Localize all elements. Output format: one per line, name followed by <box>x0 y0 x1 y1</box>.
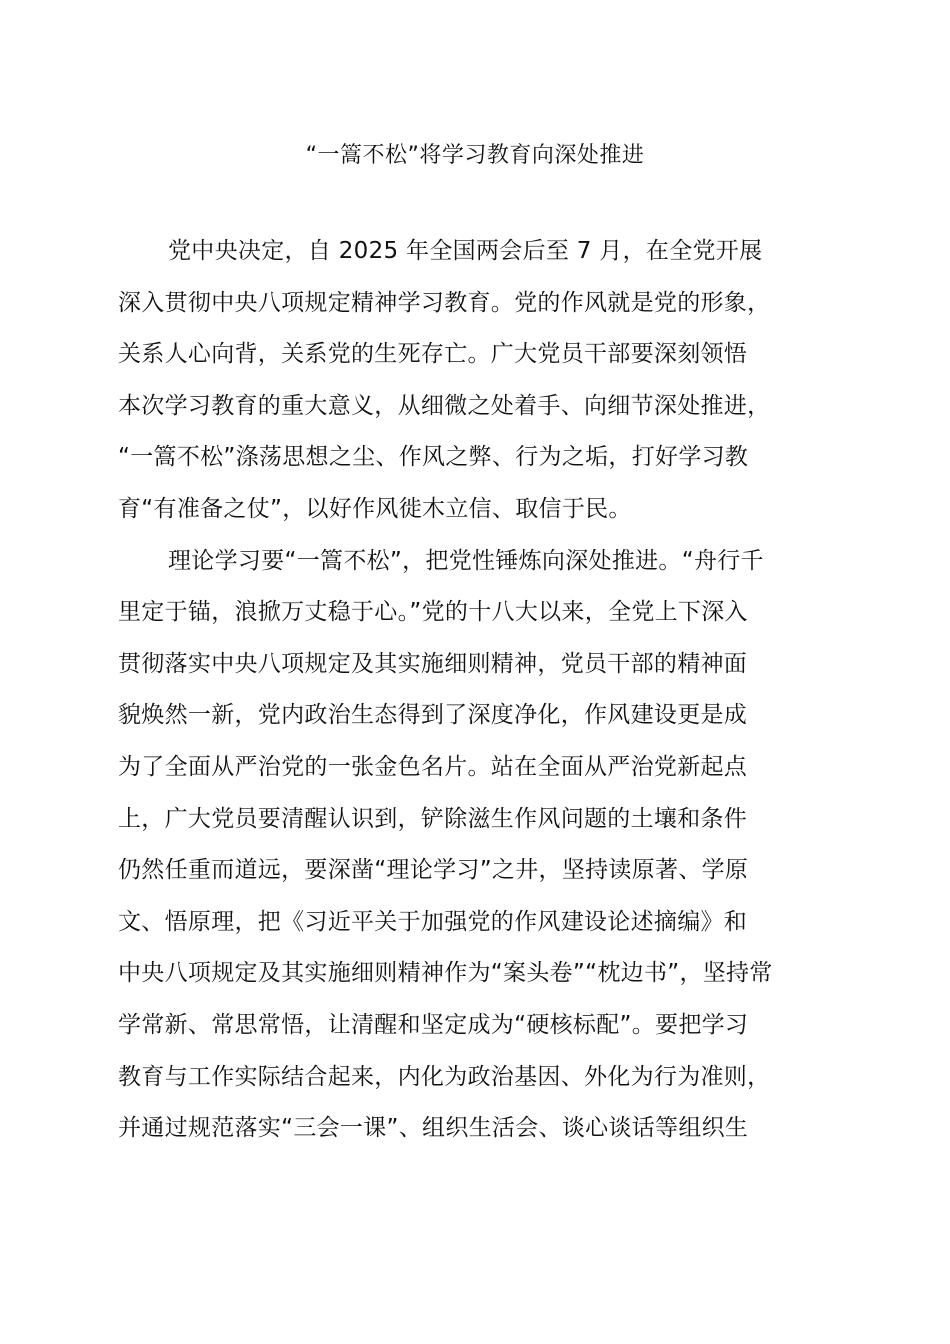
paragraph-line: 貌焕然一新，党内政治生态得到了深度净化，作风建设更是成 <box>118 702 748 729</box>
paragraph-line: 为了全面从严治党的一张金色名片。站在全面从严治党新起点 <box>118 753 748 780</box>
document-title: “一篙不松”将学习教育向深处推进 <box>305 143 645 168</box>
document-body <box>118 233 838 1162</box>
paragraph-line: 深入贯彻中央八项规定精神学习教育。党的作风就是党的形象， <box>118 289 771 316</box>
paragraph-line: 上，广大党员要清醒认识到，铲除滋生作风问题的土壤和条件 <box>118 805 748 832</box>
paragraph-line: 本次学习教育的重大意义，从细微之处着手、向细节深处推进， <box>118 392 771 419</box>
paragraph-line: “一篙不松”涤荡思想之尘、作风之弊、行为之垢，打好学习教 <box>118 444 749 471</box>
paragraph-line: 仍然任重而道远，要深凿“理论学习”之井，坚持读原著、学原 <box>118 857 749 884</box>
paragraph-2 <box>118 543 838 1162</box>
paragraph-line: 中央八项规定及其实施细则精神作为“案头卷”“枕边书”，坚持常 <box>118 960 773 987</box>
paragraph-line: 里定于锚，浪掀万丈稳于心。”党的十八大以来，全党上下深入 <box>118 599 748 626</box>
paragraph-line: 贯彻落实中央八项规定及其实施细则精神，党员干部的精神面 <box>118 650 748 677</box>
paragraph-line: 党中央决定，自 2025 年全国两会后至 7 月，在全党开展 <box>168 238 763 264</box>
paragraph-line: 学常新、常思常悟，让清醒和坚定成为“硬核标配”。要把学习 <box>118 1011 749 1038</box>
paragraph-line: 并通过规范落实“三会一课”、组织生活会、谈心谈话等组织生 <box>118 1115 749 1142</box>
paragraph-1 <box>118 233 838 543</box>
paragraph-line: 理论学习要“一篙不松”，把党性锤炼向深处推进。“舟行千 <box>168 547 764 574</box>
paragraph-line: 文、悟原理，把《习近平关于加强党的作风建设论述摘编》和 <box>118 908 748 935</box>
paragraph-line: 教育与工作实际结合起来，内化为政治基因、外化为行为准则， <box>118 1063 771 1090</box>
paragraph-line: 关系人心向背，关系党的生死存亡。广大党员干部要深刻领悟 <box>118 341 748 368</box>
paragraph-line: 育“有准备之仗”，以好作风徙木立信、取信于民。 <box>118 495 632 522</box>
